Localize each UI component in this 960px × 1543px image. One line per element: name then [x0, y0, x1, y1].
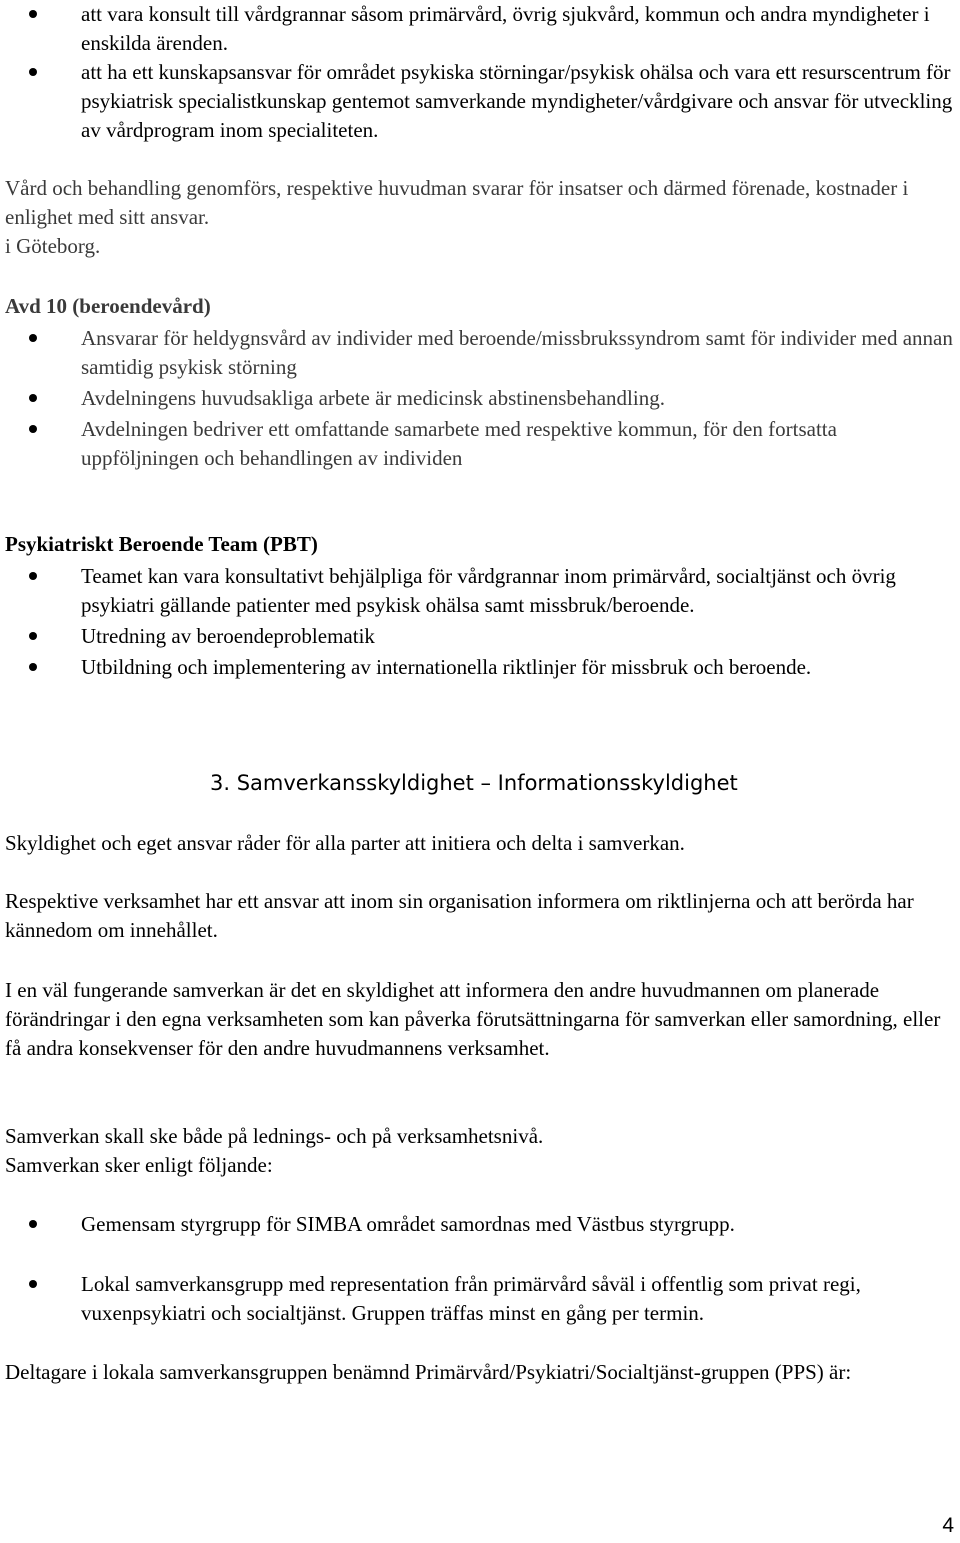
care-paragraph-text: Vård och behandling genomförs, respektive huvudman svarar för insatser och därmed förenade, kostnader i enlighet med sitt ansvar. [5, 176, 909, 229]
avd10-section [5, 292, 957, 473]
list-item: att vara konsult till vårdgrannar såsom primärvård, övrig sjukvård, kommun och andra myndigheter i enskilda ärenden. [5, 0, 957, 58]
pbt-section [5, 530, 957, 682]
list-item: Avdelningens huvudsakliga arbete är medicinsk abstinensbehandling. [5, 384, 957, 413]
paragraph-text: Samverkan sker enligt följande: [5, 1153, 273, 1177]
list-item: att ha ett kunskapsansvar för området psykiska störningar/psykisk ohälsa och vara ett resurscentrum för psykiatrisk specialistkunskap gentemot samverkande myndigheter/vårdgivare och ansvar för utveckling av vårdprogram inom specialiteten. [5, 58, 957, 145]
section-3-paragraph-5 [5, 1358, 957, 1387]
paragraph-text: Deltagare i lokala samverkansgruppen benämnd Primärvård/Psykiatri/Socialtjänst-gruppen (PPS) är: [5, 1360, 852, 1384]
list-item: Lokal samverkansgrupp med representation från primärvård såväl i offentlig som privat regi, vuxenpsykiatri och socialtjänst. Gruppen träffas minst en gång per termin. [5, 1270, 957, 1328]
list-item: Avdelningen bedriver ett omfattande samarbete med respektive kommun, för den fortsatta uppföljningen och behandlingen av individen [5, 415, 957, 473]
paragraph-text: Samverkan skall ske både på lednings- och på verksamhetsnivå. [5, 1124, 544, 1148]
top-bullet-list [5, 0, 957, 145]
list-item: Ansvarar för heldygnsvård av individer med beroende/missbrukssyndrom samt för individer med annan samtidig psykisk störning [5, 324, 957, 382]
section-3-paragraph-1 [5, 829, 957, 858]
list-item: Gemensam styrgrupp för SIMBA området samordnas med Västbus styrgrupp. [5, 1210, 957, 1239]
list-item: Utbildning och implementering av internationella riktlinjer för missbruk och beroende. [5, 653, 957, 682]
care-paragraph-location: i Göteborg. [5, 234, 101, 258]
list-item: Utredning av beroendeproblematik [5, 622, 957, 651]
section-3-paragraph-2 [5, 887, 957, 945]
paragraph-text: Skyldighet och eget ansvar råder för alla parter att initiera och delta i samverkan. [5, 831, 685, 855]
section-3-bullet-list-1 [5, 1210, 957, 1239]
care-paragraph [5, 174, 957, 261]
section-3-title: 3. Samverkansskyldighet – Informationsskyldighet [210, 771, 738, 795]
section-3-paragraph-4 [5, 1122, 957, 1180]
paragraph-text: I en väl fungerande samverkan är det en skyldighet att informera den andre huvudmannen om planerade förändringar i den egna verksamheten som kan påverka förutsättningarna för samverkan eller samordning, eller få andra konsekvenser för den andre huvudmannens verksamhet. [5, 978, 941, 1060]
avd10-heading: Avd 10 (beroendevård) [5, 294, 211, 318]
section-3-bullet-list-2 [5, 1270, 957, 1328]
page-number: 4 [942, 1514, 954, 1537]
section-3-paragraph-3 [5, 976, 957, 1063]
pbt-heading: Psykiatriskt Beroende Team (PBT) [5, 532, 318, 556]
paragraph-text: Respektive verksamhet har ett ansvar att inom sin organisation informera om riktlinjerna och att berörda har kännedom om innehållet. [5, 889, 914, 942]
list-item: Teamet kan vara konsultativt behjälpliga för vårdgrannar inom primärvård, socialtjänst och övrig psykiatri gällande patienter med psykisk ohälsa samt missbruk/beroende. [5, 562, 957, 620]
